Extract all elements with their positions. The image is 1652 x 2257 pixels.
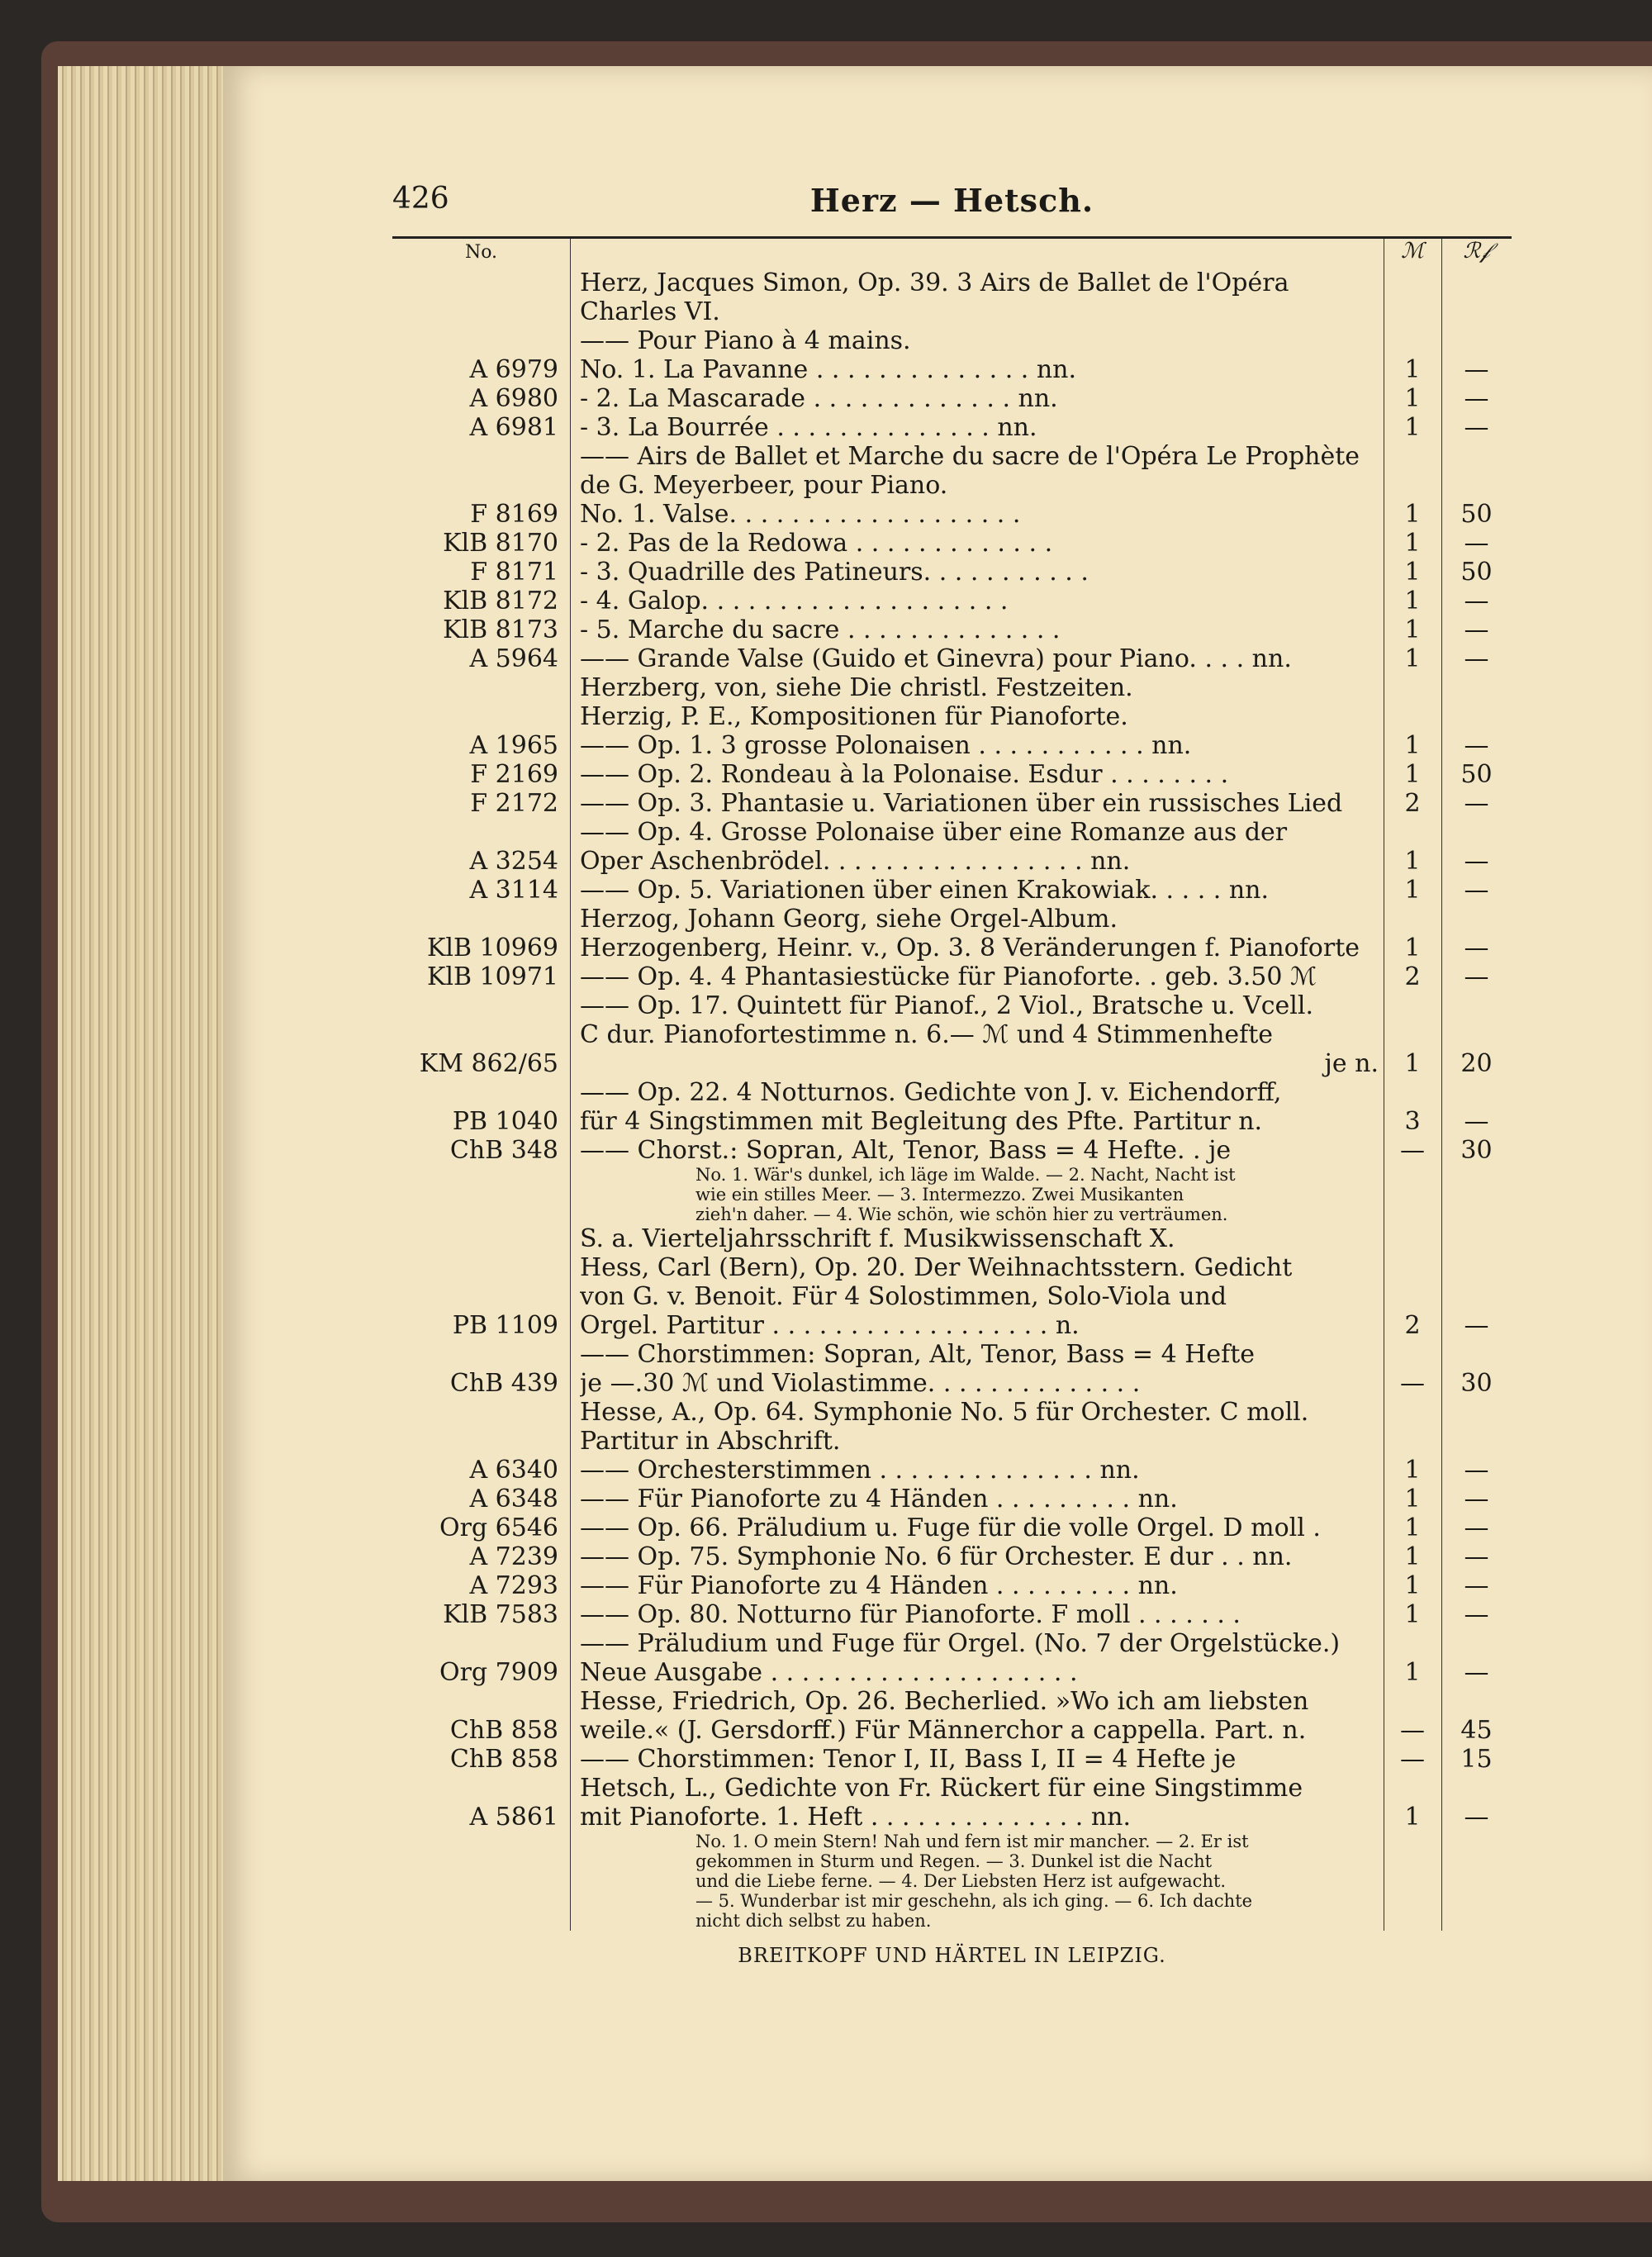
catalog-number: KlB 8173 <box>443 615 558 644</box>
entry-description <box>570 1456 1384 1485</box>
note-line: wie ein stilles Meer. — 3. Intermezzo. Zwei Musikanten <box>695 1185 1184 1205</box>
price-mark: 2 <box>1404 789 1421 818</box>
price-mark: 1 <box>1404 1542 1421 1571</box>
note-line: zieh'n daher. — 4. Wie schön, wie schön hier zu verträumen. <box>695 1205 1228 1224</box>
entry-line: - 3. Quadrille des Patineurs. . . . . . . . . . . <box>580 558 1089 587</box>
price-mark: 1 <box>1404 760 1421 789</box>
catalog-number: A 6979 <box>469 355 558 384</box>
price-pf: 30 <box>1460 1136 1493 1165</box>
table-row <box>392 587 1512 615</box>
price-mark <box>1384 1832 1441 1931</box>
catalog-number: F 2169 <box>470 760 558 789</box>
entry-line: —— Präludium und Fuge für Orgel. (No. 7 der Orgelstücke.) <box>580 1629 1341 1658</box>
table-row <box>392 384 1512 413</box>
table-row <box>392 1687 1512 1745</box>
table-row <box>392 1078 1512 1136</box>
entry-line: —— Op. 4. Grosse Polonaise über eine Romanze aus der <box>580 818 1288 847</box>
price-mark: 1 <box>1404 731 1421 760</box>
entry-description <box>570 760 1384 789</box>
entry-line: —— Op. 3. Phantasie u. Variationen über ein russisches Lied <box>580 789 1343 818</box>
table-row <box>392 1629 1512 1687</box>
price-mark: — <box>1400 1745 1425 1774</box>
entry-line: Hetsch, L., Gedichte von Fr. Rückert für eine Singstimme <box>580 1774 1303 1803</box>
entry-description <box>570 1542 1384 1571</box>
entry-line: —— Op. 22. 4 Notturnos. Gedichte von J. v. Eichendorff, <box>580 1078 1282 1107</box>
entry-line: für 4 Singstimmen mit Begleitung des Pfte. Partitur n. <box>580 1107 1263 1136</box>
col-header-mark: ℳ <box>1401 239 1424 264</box>
catalog-number <box>392 1832 570 1931</box>
entry-description <box>570 1571 1384 1600</box>
price-mark: 1 <box>1404 1456 1421 1485</box>
entry-description <box>570 1629 1384 1687</box>
table-row <box>392 673 1512 702</box>
table-row <box>392 355 1512 384</box>
table-row <box>392 1745 1512 1774</box>
table-row <box>392 1600 1512 1629</box>
catalog-number: A 5964 <box>469 644 558 673</box>
entry-description <box>570 1136 1384 1165</box>
price-mark: 1 <box>1404 644 1421 673</box>
entry-line: Hess, Carl (Bern), Op. 20. Der Weihnachtsstern. Gedicht <box>580 1253 1293 1282</box>
table-row <box>392 500 1512 529</box>
price-mark: 1 <box>1404 876 1421 905</box>
note-line: No. 1. O mein Stern! Nah und fern ist mir mancher. — 2. Er ist <box>695 1832 1249 1851</box>
price-pf: 50 <box>1460 558 1493 587</box>
catalog-number: PB 1109 <box>452 1311 558 1340</box>
catalog-number: KlB 7583 <box>443 1600 558 1629</box>
price-mark: 1 <box>1404 1803 1421 1832</box>
catalog-number: A 6348 <box>469 1485 558 1513</box>
catalog-number: F 2172 <box>470 789 558 818</box>
publisher-footer: BREITKOPF UND HÄRTEL IN LEIPZIG. <box>738 1944 1166 1967</box>
entry-line: —— Op. 75. Symphonie No. 6 für Orchester. E dur . . nn. <box>580 1542 1293 1571</box>
note-line: gekommen in Sturm und Regen. — 3. Dunkel ist die Nacht <box>695 1851 1213 1871</box>
entry-description <box>570 558 1384 587</box>
column-headers <box>392 239 1512 268</box>
entry-line: —— Chorstimmen: Tenor I, II, Bass I, II = 4 Hefte je <box>580 1745 1237 1774</box>
price-mark: — <box>1400 1369 1425 1398</box>
entry-line: Herz, Jacques Simon, Op. 39. 3 Airs de Ballet de l'Opéra <box>580 268 1289 297</box>
entry-description <box>570 962 1384 991</box>
table-row <box>392 1165 1512 1253</box>
price-pf: — <box>1464 587 1489 615</box>
table-row <box>392 1485 1512 1513</box>
table-row <box>392 991 1512 1078</box>
running-head: Herz — Hetsch. <box>809 182 1094 219</box>
price-pf <box>1441 268 1512 355</box>
entry-line: - 5. Marche du sacre . . . . . . . . . . . . . . <box>580 615 1061 644</box>
page-content <box>392 173 1512 1967</box>
entry-description <box>570 1398 1384 1456</box>
table-row <box>392 1253 1512 1340</box>
entry-line: No. 1. Valse. . . . . . . . . . . . . . . . . . . <box>580 500 1021 529</box>
price-mark: — <box>1400 1716 1425 1745</box>
price-pf: — <box>1464 876 1489 905</box>
entry-description <box>570 1253 1384 1340</box>
entry-line: —— Op. 80. Notturno für Pianoforte. F moll . . . . . . . <box>580 1600 1241 1629</box>
table-row <box>392 731 1512 760</box>
price-pf: — <box>1464 1571 1489 1600</box>
catalog-number: A 7293 <box>469 1571 558 1600</box>
catalog-number: ChB 439 <box>449 1369 558 1398</box>
table-row <box>392 413 1512 442</box>
price-pf: — <box>1464 644 1489 673</box>
entry-description <box>570 818 1384 876</box>
catalog-number: KlB 8172 <box>443 587 558 615</box>
entry-line: Hesse, A., Op. 64. Symphonie No. 5 für Orchester. C moll. <box>580 1398 1309 1427</box>
catalog-number: Org 6546 <box>439 1513 558 1542</box>
entry-description <box>570 384 1384 413</box>
table-row <box>392 1832 1512 1931</box>
entry-line: —— Orchesterstimmen . . . . . . . . . . . . . . nn. <box>580 1456 1140 1485</box>
entry-line: —— Op. 4. 4 Phantasiestücke für Pianoforte. . geb. 3.50 ℳ <box>580 962 1317 991</box>
entry-line: —— Op. 17. Quintett für Pianof., 2 Viol., Bratsche u. Vcell. <box>580 991 1314 1020</box>
price-pf <box>1441 905 1512 934</box>
price-pf: 20 <box>1460 1049 1493 1078</box>
price-pf: — <box>1464 1107 1489 1136</box>
catalog-number: PB 1040 <box>452 1107 558 1136</box>
price-mark: 1 <box>1404 500 1421 529</box>
catalog-number: A 6340 <box>469 1456 558 1485</box>
table-row <box>392 818 1512 876</box>
entry-line: Oper Aschenbrödel. . . . . . . . . . . . . . . . . nn. <box>580 847 1131 876</box>
entry-line: de G. Meyerbeer, pour Piano. <box>580 471 948 500</box>
entry-description <box>570 587 1384 615</box>
catalog-number <box>392 442 570 500</box>
price-pf <box>1441 673 1512 702</box>
price-mark: 1 <box>1404 1513 1421 1542</box>
entry-description <box>570 1774 1384 1832</box>
entry-line: —— Op. 66. Präludium u. Fuge für die volle Orgel. D moll . <box>580 1513 1321 1542</box>
table-row <box>392 1571 1512 1600</box>
entry-line: Charles VI. <box>580 297 720 326</box>
entry-description <box>570 905 1384 934</box>
entry-description <box>570 934 1384 962</box>
price-mark: — <box>1400 1136 1425 1165</box>
table-row <box>392 789 1512 818</box>
catalog-number <box>392 1398 570 1456</box>
catalog-number: KM 862/65 <box>419 1049 558 1078</box>
table-row <box>392 905 1512 934</box>
entry-line: —— Op. 5. Variationen über einen Krakowiak. . . . . nn. <box>580 876 1270 905</box>
catalog-number <box>392 673 570 702</box>
price-pf: — <box>1464 529 1489 558</box>
entry-description <box>570 615 1384 644</box>
table-row <box>392 268 1512 355</box>
table-row <box>392 876 1512 905</box>
table-row <box>392 615 1512 644</box>
price-pf: — <box>1464 413 1489 442</box>
table-row <box>392 1340 1512 1398</box>
entry-description <box>570 1832 1384 1931</box>
entry-line: S. a. Vierteljahrsschrift f. Musikwissenschaft X. <box>580 1224 1175 1253</box>
price-pf: — <box>1464 355 1489 384</box>
price-pf: — <box>1464 1456 1489 1485</box>
catalog-table <box>392 268 1512 1931</box>
price-mark: 1 <box>1404 1049 1421 1078</box>
price-pf: — <box>1464 1542 1489 1571</box>
price-mark: 1 <box>1404 529 1421 558</box>
entry-description <box>570 673 1384 702</box>
entry-line: C dur. Pianofortestimme n. 6.— ℳ und 4 Stimmenhefte <box>580 1020 1274 1049</box>
catalog-number: A 3114 <box>469 876 558 905</box>
price-pf: — <box>1464 1803 1489 1832</box>
table-row <box>392 644 1512 673</box>
entry-line: —— Für Pianoforte zu 4 Händen . . . . . . . . . nn. <box>580 1485 1178 1513</box>
table-row <box>392 558 1512 587</box>
entry-line: —— Airs de Ballet et Marche du sacre de l'Opéra Le Prophète <box>580 442 1360 471</box>
price-pf: — <box>1464 934 1489 962</box>
catalog-number: A 5861 <box>469 1803 558 1832</box>
price-mark <box>1384 442 1441 500</box>
price-mark <box>1384 702 1441 731</box>
catalog-number: A 7239 <box>469 1542 558 1571</box>
price-pf <box>1441 1832 1512 1931</box>
price-mark: 1 <box>1404 355 1421 384</box>
entry-line: je n. <box>1324 1049 1379 1078</box>
entry-line: - 3. La Bourrée . . . . . . . . . . . . . . nn. <box>580 413 1037 442</box>
entry-line: —— Op. 1. 3 grosse Polonaisen . . . . . . . . . . . nn. <box>580 731 1192 760</box>
price-pf: — <box>1464 1513 1489 1542</box>
price-mark: 1 <box>1404 1658 1421 1687</box>
column-divider <box>570 239 571 1931</box>
entry-line: Orgel. Partitur . . . . . . . . . . . . . . . . . . n. <box>580 1311 1080 1340</box>
price-pf: — <box>1464 962 1489 991</box>
entry-description <box>570 1340 1384 1398</box>
price-mark: 2 <box>1404 962 1421 991</box>
table-row <box>392 702 1512 731</box>
price-pf: — <box>1464 1485 1489 1513</box>
price-mark: 1 <box>1404 1600 1421 1629</box>
entry-line: —— Für Pianoforte zu 4 Händen . . . . . . . . . nn. <box>580 1571 1178 1600</box>
price-pf <box>1441 702 1512 731</box>
note-line: nicht dich selbst zu haben. <box>695 1911 932 1931</box>
table-row <box>392 1456 1512 1485</box>
col-header-pf: ℛ𝒻 <box>1463 239 1490 264</box>
table-row <box>392 934 1512 962</box>
entry-description <box>570 1600 1384 1629</box>
catalog-number: A 6980 <box>469 384 558 413</box>
col-header-desc <box>570 239 1384 268</box>
price-pf: — <box>1464 1658 1489 1687</box>
entry-line: Herzogenberg, Heinr. v., Op. 3. 8 Veränderungen f. Pianoforte <box>580 934 1360 962</box>
price-pf: — <box>1464 847 1489 876</box>
price-pf: 15 <box>1460 1745 1493 1774</box>
price-mark <box>1384 268 1441 355</box>
entry-description <box>570 268 1384 355</box>
note-line: und die Liebe ferne. — 4. Der Liebsten Herz ist aufgewacht. <box>695 1871 1227 1891</box>
catalog-number: A 1965 <box>469 731 558 760</box>
price-mark: 1 <box>1404 558 1421 587</box>
catalog-number <box>392 702 570 731</box>
entry-line: Hesse, Friedrich, Op. 26. Becherlied. »Wo ich am liebsten <box>580 1687 1309 1716</box>
entry-description <box>570 702 1384 731</box>
page-stack-edge <box>58 66 248 2181</box>
catalog-number: ChB 348 <box>449 1136 558 1165</box>
table-row <box>392 442 1512 500</box>
page-number: 426 <box>392 182 449 216</box>
catalog-number: A 3254 <box>469 847 558 876</box>
price-mark: 1 <box>1404 615 1421 644</box>
entry-description <box>570 355 1384 384</box>
entry-line: - 2. La Mascarade . . . . . . . . . . . . . nn. <box>580 384 1058 413</box>
entry-line: Neue Ausgabe . . . . . . . . . . . . . . . . . . . . <box>580 1658 1078 1687</box>
price-pf: — <box>1464 1311 1489 1340</box>
catalog-number: KlB 10971 <box>426 962 558 991</box>
entry-description <box>570 1165 1384 1253</box>
catalog-number <box>392 905 570 934</box>
entry-line: No. 1. La Pavanne . . . . . . . . . . . . . . nn. <box>580 355 1077 384</box>
price-mark: 2 <box>1404 1311 1421 1340</box>
price-mark: 1 <box>1404 847 1421 876</box>
entry-description <box>570 876 1384 905</box>
entry-description <box>570 413 1384 442</box>
price-pf <box>1441 442 1512 500</box>
price-mark <box>1384 1398 1441 1456</box>
entry-description <box>570 1687 1384 1745</box>
note-line: — 5. Wunderbar ist mir geschehn, als ich ging. — 6. Ich dachte <box>695 1891 1253 1911</box>
entry-description <box>570 991 1384 1078</box>
price-mark <box>1384 1165 1441 1253</box>
entry-line: von G. v. Benoit. Für 4 Solostimmen, Solo-Viola und <box>580 1282 1227 1311</box>
entry-description <box>570 529 1384 558</box>
entry-line: - 4. Galop. . . . . . . . . . . . . . . . . . . . <box>580 587 1009 615</box>
price-mark: 1 <box>1404 587 1421 615</box>
entry-line: Herzberg, von, siehe Die christl. Festzeiten. <box>580 673 1133 702</box>
table-row <box>392 1542 1512 1571</box>
price-pf: — <box>1464 615 1489 644</box>
entry-line: —— Chorst.: Sopran, Alt, Tenor, Bass = 4 Hefte. . je <box>580 1136 1232 1165</box>
price-pf: 45 <box>1460 1716 1493 1745</box>
price-pf: — <box>1464 731 1489 760</box>
catalog-number: ChB 858 <box>449 1745 558 1774</box>
catalog-number <box>392 1165 570 1253</box>
price-pf: — <box>1464 1600 1489 1629</box>
table-row <box>392 962 1512 991</box>
entry-description <box>570 1078 1384 1136</box>
table-row <box>392 1774 1512 1832</box>
page-header <box>392 173 1512 231</box>
catalog-number: F 8171 <box>470 558 558 587</box>
price-mark: 1 <box>1404 1571 1421 1600</box>
column-divider <box>1441 239 1442 1931</box>
price-pf <box>1441 1398 1512 1456</box>
entry-description <box>570 1513 1384 1542</box>
entry-description <box>570 789 1384 818</box>
entry-description <box>570 500 1384 529</box>
note-line: No. 1. Wär's dunkel, ich läge im Walde. — 2. Nacht, Nacht ist <box>695 1165 1236 1185</box>
price-pf: — <box>1464 384 1489 413</box>
entry-line: mit Pianoforte. 1. Heft . . . . . . . . . . . . . . nn. <box>580 1803 1132 1832</box>
col-header-no: No. <box>464 242 498 263</box>
entry-line: weile.« (J. Gersdorff.) Für Männerchor a cappella. Part. n. <box>580 1716 1307 1745</box>
catalog-number: KlB 8170 <box>443 529 558 558</box>
price-mark: 1 <box>1404 384 1421 413</box>
table-row <box>392 1136 1512 1165</box>
catalog-number: A 6981 <box>469 413 558 442</box>
price-pf: 30 <box>1460 1369 1493 1398</box>
entry-line: —— Chorstimmen: Sopran, Alt, Tenor, Bass = 4 Hefte <box>580 1340 1256 1369</box>
price-pf: 50 <box>1460 760 1493 789</box>
entry-description <box>570 1745 1384 1774</box>
catalog-number: Org 7909 <box>439 1658 558 1687</box>
price-mark <box>1384 673 1441 702</box>
price-mark: 3 <box>1404 1107 1421 1136</box>
entry-line: —— Grande Valse (Guido et Ginevra) pour Piano. . . . nn. <box>580 644 1292 673</box>
table-row <box>392 1513 1512 1542</box>
price-mark <box>1384 905 1441 934</box>
entry-line: —— Pour Piano à 4 mains. <box>580 326 911 355</box>
price-mark: 1 <box>1404 413 1421 442</box>
catalog-number: KlB 10969 <box>426 934 558 962</box>
price-pf: — <box>1464 789 1489 818</box>
price-mark: 1 <box>1404 1485 1421 1513</box>
entry-description <box>570 1485 1384 1513</box>
entry-line: je —.30 ℳ und Violastimme. . . . . . . . . . . . . . <box>580 1369 1141 1398</box>
entry-description <box>570 442 1384 500</box>
entry-line: —— Op. 2. Rondeau à la Polonaise. Esdur . . . . . . . . <box>580 760 1229 789</box>
entry-description <box>570 731 1384 760</box>
catalog-number: F 8169 <box>470 500 558 529</box>
entry-description <box>570 644 1384 673</box>
table-row <box>392 529 1512 558</box>
price-pf: 50 <box>1460 500 1493 529</box>
entry-line: Partitur in Abschrift. <box>580 1427 841 1456</box>
catalog-number: ChB 858 <box>449 1716 558 1745</box>
table-row <box>392 1398 1512 1456</box>
table-row <box>392 760 1512 789</box>
entry-line: Herzig, P. E., Kompositionen für Pianoforte. <box>580 702 1128 731</box>
entry-line: - 2. Pas de la Redowa . . . . . . . . . . . . . <box>580 529 1053 558</box>
price-pf <box>1441 1165 1512 1253</box>
catalog-number <box>392 268 570 355</box>
entry-line: Herzog, Johann Georg, siehe Orgel-Album. <box>580 905 1118 934</box>
price-mark: 1 <box>1404 934 1421 962</box>
